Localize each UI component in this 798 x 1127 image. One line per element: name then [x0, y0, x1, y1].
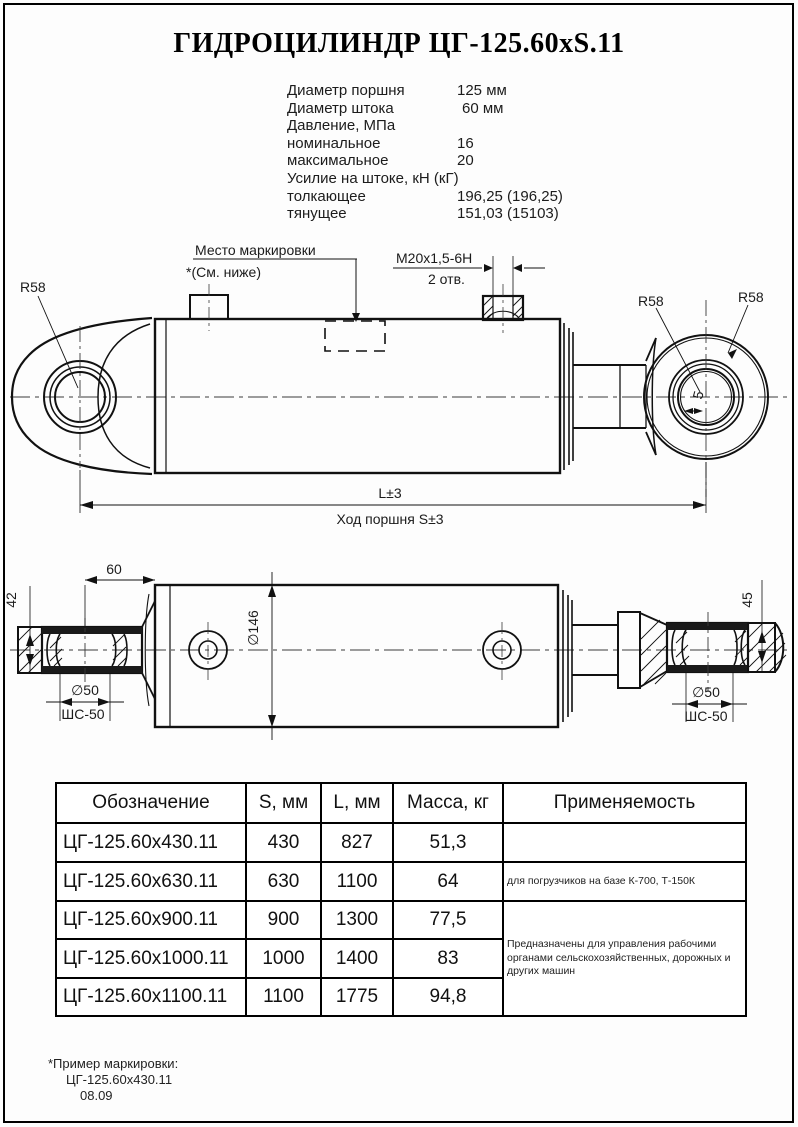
col-header-application: Применяемость	[503, 783, 746, 823]
note-date: 08.09	[80, 1088, 113, 1103]
col-header-l: L, мм	[321, 783, 393, 823]
cell-designation: ЦГ-125.60х630.11	[56, 862, 246, 901]
bearing-right-label: ШС-50	[684, 708, 728, 724]
note-designation: ЦГ-125.60х430.11	[66, 1072, 173, 1087]
spec-row	[287, 117, 563, 135]
col-header-designation: Обозначение	[56, 783, 246, 823]
cell-l: 1100	[321, 862, 393, 901]
cell-s: 1100	[246, 978, 321, 1016]
note-title: *Пример маркировки:	[48, 1056, 179, 1071]
dia-50-left-label: ∅50	[71, 682, 99, 698]
spec-list	[287, 82, 563, 223]
cell-designation: ЦГ-125.60х1000.11	[56, 939, 246, 978]
cell-designation: ЦГ-125.60х900.11	[56, 901, 246, 939]
cell-l: 827	[321, 823, 393, 862]
table-row	[56, 901, 746, 939]
spec-label: толкающее	[287, 187, 366, 205]
spec-row	[287, 205, 563, 223]
cell-application-merged: Предназначены для управления рабочими органами сельскохозяйственных, дорожных и других машин	[503, 901, 746, 1016]
spec-label: номинальное	[287, 134, 381, 152]
spec-row	[287, 82, 563, 100]
spec-row	[287, 188, 563, 206]
spec-row	[287, 135, 563, 153]
spec-label: Усилие на штоке, кН (кГ)	[287, 169, 459, 187]
eye-bore-dim: 5	[689, 389, 707, 401]
spec-label: Диаметр штока	[287, 99, 394, 117]
dim-42-label: 42	[3, 592, 19, 608]
see-below-note: *(См. ниже)	[186, 264, 261, 280]
cell-designation: ЦГ-125.60х430.11	[56, 823, 246, 862]
cell-s: 430	[246, 823, 321, 862]
page-title: ГИДРОЦИЛИНДР ЦГ-125.60хS.11	[173, 28, 625, 59]
stroke-dim-label: Ход поршня S±3	[336, 511, 444, 527]
cell-l: 1300	[321, 901, 393, 939]
table-row	[56, 862, 746, 901]
cell-l: 1400	[321, 939, 393, 978]
cell-application	[503, 823, 746, 862]
cell-s: 630	[246, 862, 321, 901]
table-row	[56, 823, 746, 862]
spec-value: 20	[457, 152, 474, 170]
spec-label: Диаметр поршня	[287, 82, 405, 99]
cylinder-technical-drawing	[0, 230, 798, 775]
cell-mass: 83	[393, 939, 503, 978]
spec-label: максимальное	[287, 152, 389, 170]
spec-value: 125 мм	[457, 82, 507, 99]
spec-value: 196,25 (196,25)	[457, 187, 563, 205]
dia-50-right-label: ∅50	[692, 684, 720, 700]
length-dim-label: L±3	[378, 485, 402, 501]
col-header-s: S, мм	[246, 783, 321, 823]
cell-mass: 77,5	[393, 901, 503, 939]
spec-label: Давление, МПа	[287, 117, 396, 135]
cell-l: 1775	[321, 978, 393, 1016]
spec-row	[287, 152, 563, 170]
spec-label: тянущее	[287, 205, 347, 223]
size-table	[55, 782, 747, 1017]
cell-mass: 51,3	[393, 823, 503, 862]
col-header-mass: Масса, кг	[393, 783, 503, 823]
cell-mass: 64	[393, 862, 503, 901]
cell-designation: ЦГ-125.60х1100.11	[56, 978, 246, 1016]
radius-dim-right: R58	[738, 289, 764, 305]
spec-value: 16	[457, 134, 474, 152]
cell-mass: 94,8	[393, 978, 503, 1016]
cell-s: 1000	[246, 939, 321, 978]
cell-application: для погрузчиков на базе К-700, Т-150К	[503, 862, 746, 901]
spec-value: 151,03 (15103)	[457, 205, 559, 223]
radius-dim-mid: R58	[638, 293, 664, 309]
radius-dim-left: R58	[20, 279, 46, 295]
spec-row	[287, 100, 563, 118]
dia-146-label: ∅146	[245, 610, 261, 646]
marking-place-label: Место маркировки	[195, 242, 316, 258]
dim-45-label: 45	[739, 592, 755, 608]
bearing-left-label: ШС-50	[61, 706, 105, 722]
spec-value: 60 мм	[462, 99, 504, 117]
dim-60-label: 60	[106, 561, 122, 577]
cell-s: 900	[246, 901, 321, 939]
thread-spec-label: М20х1,5-6Н	[396, 250, 473, 266]
table-header-row	[56, 783, 746, 823]
holes-count-label: 2 отв.	[428, 271, 465, 287]
marking-example-note	[48, 1056, 178, 1104]
spec-row	[287, 170, 563, 188]
